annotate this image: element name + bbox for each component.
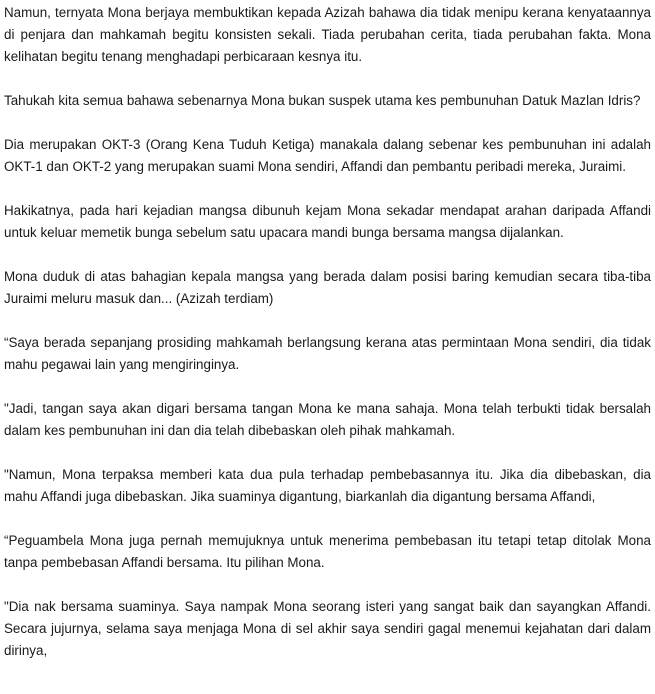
paragraph-6: “Saya berada sepanjang prosiding mahkamah berlangsung kerana atas permintaan Mona sendiri, dia tidak mahu pegawai lain yang mengiringinya. bbox=[4, 335, 651, 372]
paragraph-1: Namun, ternyata Mona berjaya membuktikan kepada Azizah bahawa dia tidak menipu kerana kenyataannya di penjara dan mahkamah begitu konsisten sekali. Tiada perubahan cerita, tiada perubahan fakta. Mona kelihatan begitu tenang menghadapi perbicaraan kesnya itu. bbox=[4, 5, 651, 64]
paragraph-2: Tahukah kita semua bahawa sebenarnya Mona bukan suspek utama kes pembunuhan Datuk Mazlan Idris? bbox=[4, 93, 641, 108]
paragraph-8: "Namun, Mona terpaksa memberi kata dua pula terhadap pembebasannya itu. Jika dia dibebaskan, dia mahu Affandi juga dibebaskan. Jika suaminya digantung, biarkanlah dia digantung bersama Affandi, bbox=[4, 467, 651, 504]
paragraph-10: "Dia nak bersama suaminya. Saya nampak Mona seorang isteri yang sangat baik dan sayangkan Affandi. Secara jujurnya, selama saya menjaga Mona di sel akhir saya sendiri gagal menemui kejahatan dari dalam dirinya, bbox=[4, 599, 651, 658]
paragraph-9: “Peguambela Mona juga pernah memujuknya untuk menerima pembebasan itu tetapi tetap ditolak Mona tanpa pembebasan Affandi bersama. Itu pilihan Mona. bbox=[4, 533, 651, 570]
paragraph-3: Dia merupakan OKT-3 (Orang Kena Tuduh Ketiga) manakala dalang sebenar kes pembunuhan ini adalah OKT-1 dan OKT-2 yang merupakan suami Mona sendiri, Affandi dan pembantu peribadi mereka, Juraimi. bbox=[4, 137, 651, 174]
article-body bbox=[4, 2, 651, 662]
paragraph-7: "Jadi, tangan saya akan digari bersama tangan Mona ke mana sahaja. Mona telah terbukti tidak bersalah dalam kes pembunuhan ini dan dia telah dibebaskan oleh pihak mahkamah. bbox=[4, 401, 651, 438]
paragraph-4: Hakikatnya, pada hari kejadian mangsa dibunuh kejam Mona sekadar mendapat arahan daripada Affandi untuk keluar memetik bunga sebelum satu upacara mandi bunga bersama mangsa dijalankan. bbox=[4, 203, 651, 240]
paragraph-5: Mona duduk di atas bahagian kepala mangsa yang berada dalam posisi baring kemudian secara tiba-tiba Juraimi meluru masuk dan... (Azizah terdiam) bbox=[4, 269, 651, 306]
